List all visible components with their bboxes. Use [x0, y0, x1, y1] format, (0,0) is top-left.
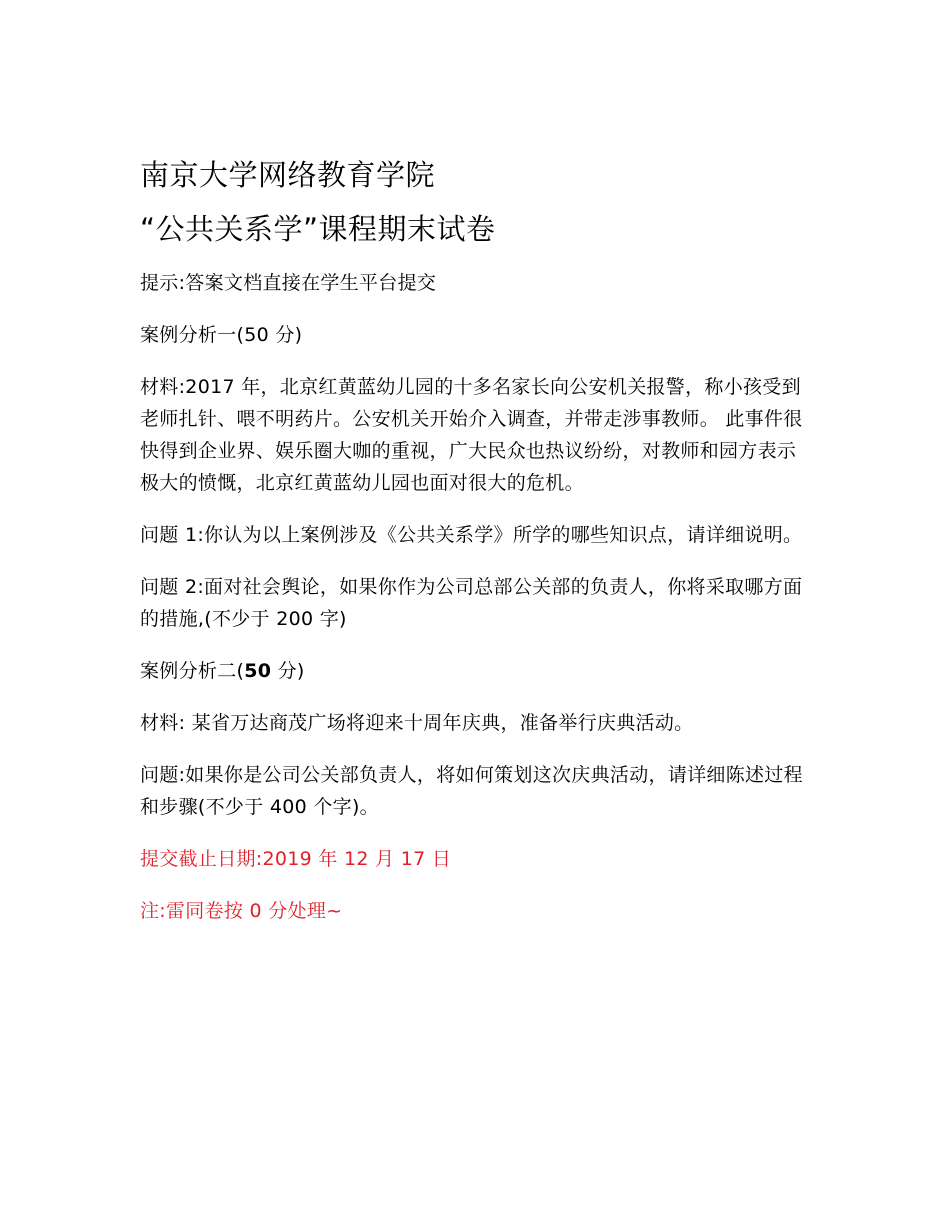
case2-heading-suffix: 分) — [271, 660, 305, 682]
submission-hint: 提示:答案文档直接在学生平台提交 — [140, 272, 437, 294]
submission-deadline: 提交截止日期:2019 年 12 月 17 日 — [140, 848, 452, 870]
case2-heading-score: 50 — [244, 660, 272, 682]
case2-question: 问题:如果你是公司公关部负责人，将如何策划这次庆典活动，请详细陈述过程和步骤(不少于 400 个字)。 — [140, 764, 803, 818]
plagiarism-note: 注:雷同卷按 0 分处理~ — [140, 900, 343, 922]
case1-heading: 案例分析一(50 分) — [140, 324, 303, 346]
case1-material: 材料:2017 年，北京红黄蓝幼儿园的十多名家长向公安机关报警，称小孩受到老师扎针、喂不明药片。公安机关开始介入调查，并带走涉事教师。 此事件很快得到企业界、娱乐圈大咖的重视，广大民众也热议纷纷，对教师和园方表示极大的愤慨，北京红黄蓝幼儿园也面对很大的危机。 — [140, 376, 803, 494]
case2-heading — [140, 655, 805, 687]
institution-title: 南京大学网络教育学院 — [140, 158, 436, 192]
document-body — [140, 155, 805, 947]
case1-question-2: 问题 2:面对社会舆论，如果你作为公司总部公关部的负责人，你将采取哪方面的措施,(不少于 200 字) — [140, 576, 803, 630]
case2-heading-prefix: 案例分析二( — [140, 660, 245, 682]
case2-material: 材料: 某省万达商茂广场将迎来十周年庆典，准备举行庆典活动。 — [140, 712, 694, 734]
exam-title: “公共关系学”课程期末试卷 — [140, 212, 496, 246]
case1-question-1: 问题 1:你认为以上案例涉及《公共关系学》所学的哪些知识点，请详细说明。 — [140, 524, 803, 546]
